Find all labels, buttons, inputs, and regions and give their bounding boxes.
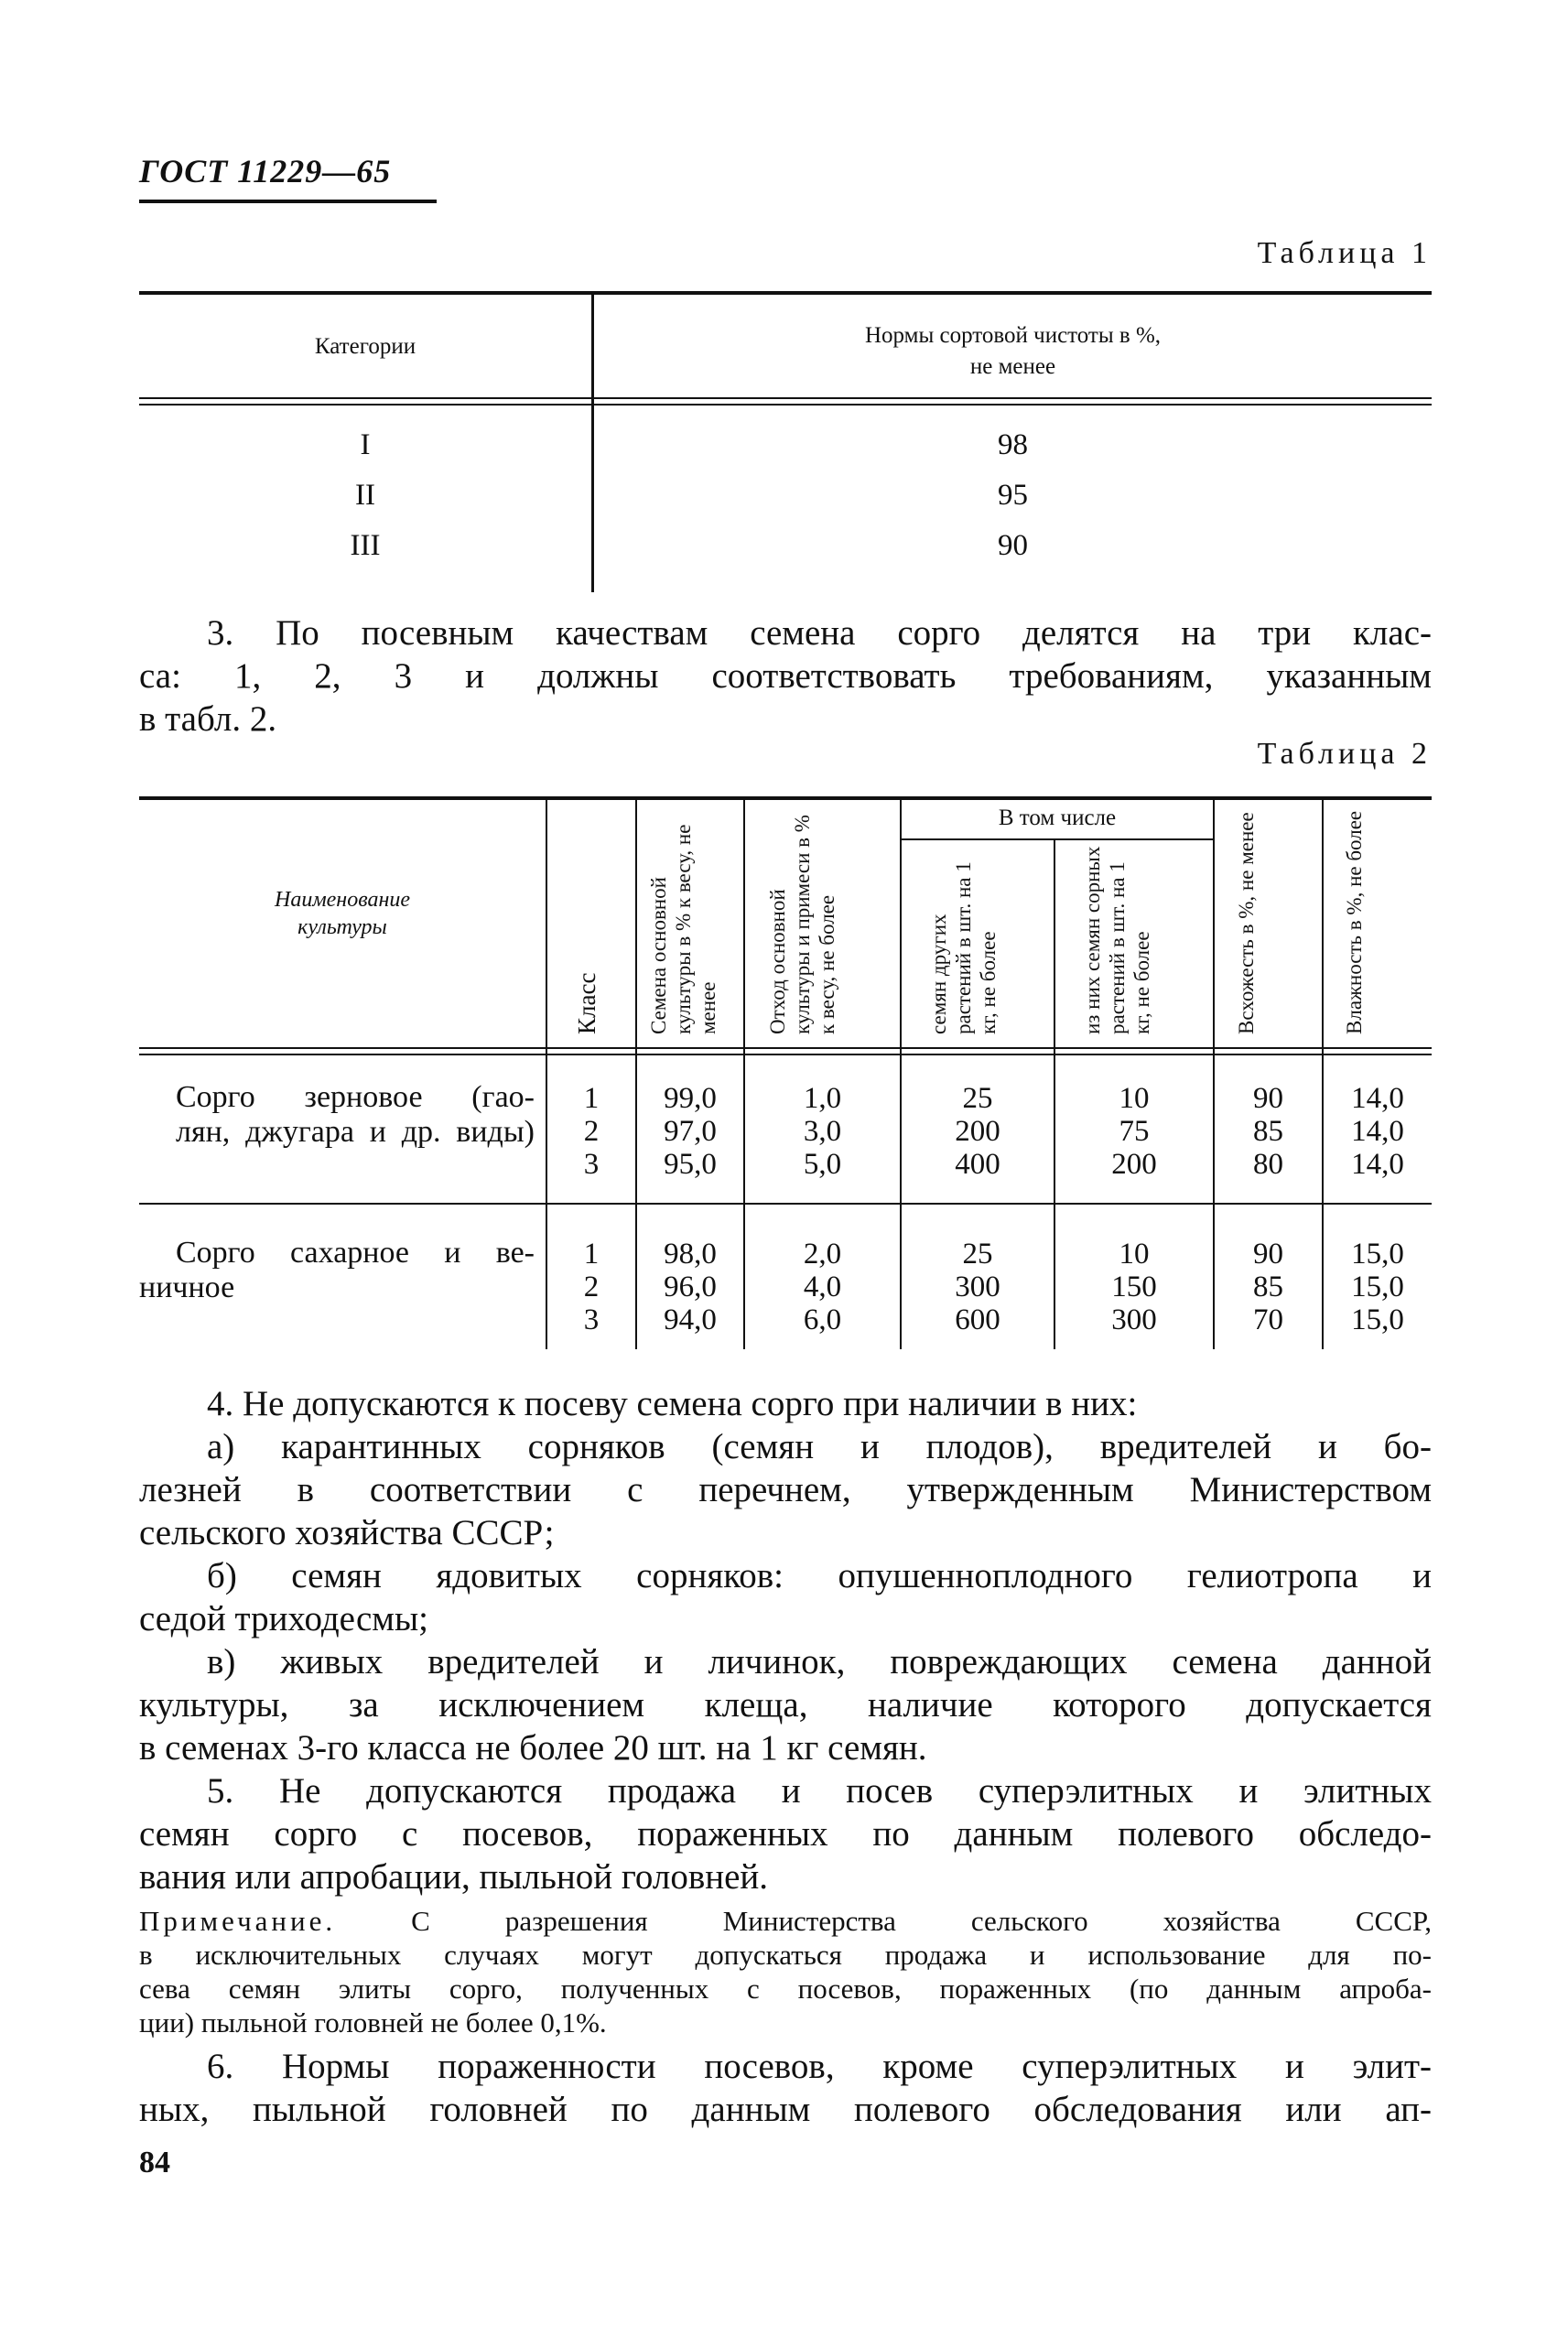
table2-cell: 2 [583,1115,600,1148]
table2-cell: 1 [583,1082,600,1115]
table2-cell: 80 [1253,1148,1283,1181]
paragraph-4-a-line2: лезней в соответствии с перечнем, утвержденным Министерством [139,1470,1432,1509]
table2-cell: 97,0 [664,1115,717,1148]
table1-header-norm-line1: Нормы сортовой чистоты в %, [864,323,1162,348]
table2-cell: 14,0 [1351,1115,1404,1148]
note-label: Примечание. [139,1905,337,1937]
table2-row-name [139,1236,535,1305]
table1-top-rule [139,291,1432,295]
table2-row-other-seeds [902,1238,1054,1336]
table1-header-rule [139,397,1432,399]
table1-header-norm-line2: не менее [969,354,1056,379]
paragraph-5-line3: вания или апробации, пыльной головней. [139,1857,769,1897]
paragraph-5 [139,1769,1432,1898]
table2-row-germination [1215,1082,1322,1181]
note-line1: С разрешения Министерства сельского хозяйства СССР, [411,1905,1432,1937]
paragraph-6-line1: 6. Нормы пораженности посевов, кроме суперэлитных и элит- [207,2047,1432,2086]
paragraph-5-line2: семян сорго с посевов, пораженных по данным полевого обследо- [139,1814,1432,1854]
table2-header-weed-seeds: из них семян сорных растений в шт. на 1 кг, не более [1081,846,1153,1034]
paragraph-4-a-line1: а) карантинных сорняков (семян и плодов), вредителей и бо- [207,1427,1432,1466]
table2-cell: 150 [1111,1271,1157,1303]
note-line4: ции) пыльной головней не более 0,1%. [139,2006,607,2038]
table2-cell: 90 [1253,1238,1283,1271]
table2-cell: 300 [955,1271,1000,1303]
table1-caption: Таблица 1 [1257,236,1432,270]
table2-cell: 90 [1253,1082,1283,1115]
table2-header-name-line2: культуры [297,915,387,939]
page-number: 84 [139,2146,170,2179]
table2-row-moisture [1324,1238,1432,1336]
table1-row-value: 95 [998,479,1028,512]
table2-row-name [176,1080,535,1150]
table1-row-value: 90 [998,529,1028,562]
table2-row-name-line1: Сорго сахарное и ве- [176,1236,535,1270]
table2-cell: 2,0 [803,1238,842,1271]
table2-cell: 95,0 [664,1148,717,1181]
table2-group-rule [902,838,1213,840]
paragraph-4-b-line2: седой триходесмы; [139,1599,428,1638]
table2-cell: 85 [1253,1115,1283,1148]
table2-row-moisture [1324,1082,1432,1181]
paragraph-6-line2: ных, пыльной головней по данным полевого обследования или ап- [139,2090,1432,2129]
table2-cell: 96,0 [664,1271,717,1303]
table2-cell: 10 [1119,1082,1150,1115]
table2-cell: 5,0 [803,1148,842,1181]
table2-header-other-seeds: семян других растений в шт. на 1 кг, не более [927,861,1000,1034]
table2-cell: 25 [962,1238,993,1271]
table1-header-norm [594,320,1432,383]
table2-cell: 25 [962,1082,993,1115]
table2-cell: 600 [955,1303,1000,1336]
table2-row-waste [745,1082,900,1181]
table1-row-category: I [360,428,371,461]
paragraph-3-line2: са: 1, 2, 3 и должны соответствовать требованиям, указанным [139,656,1432,696]
table2-cell: 2 [583,1271,600,1303]
paragraph-4-v-line3: в семенах 3-го класса не более 20 шт. на 1 кг семян. [139,1728,927,1768]
paragraph-4-intro: 4. Не допускаются к посеву семена сорго при наличии в них: [207,1384,1138,1423]
table2-cell: 85 [1253,1271,1283,1303]
table2-header-germination: Всхожесть в %, не менее [1235,812,1258,1034]
paragraph-4-v-line2: культуры, за исключением клеща, наличие которого допускается [139,1685,1432,1725]
table2-header-seeds-main: Семена основной культуры в % к весу, не менее [647,824,719,1034]
paragraph-4 [139,1382,1432,1769]
table2-caption: Таблица 2 [1257,737,1432,771]
table2-cell: 15,0 [1351,1238,1404,1271]
table2-cell: 14,0 [1351,1082,1404,1115]
table1-row-category: III [350,529,381,562]
note-line3: сева семян элиты сорго, полученных с посевов, пораженных (по данным апроба- [139,1973,1432,2005]
table2-top-rule [139,796,1432,800]
table2-header-class: Класс [573,972,600,1034]
paragraph-4-a-line3: сельского хозяйства СССР; [139,1513,555,1552]
table2-header-name [139,886,546,941]
paragraph-3 [139,611,1432,741]
table2-header-rule [139,1047,1432,1049]
table2-cell: 98,0 [664,1238,717,1271]
table2-header-group: В том числе [998,806,1117,830]
header-rule [139,200,437,203]
table2-row-germination [1215,1238,1322,1336]
table1-row-value: 98 [998,428,1028,461]
table2-row-weed-seeds [1055,1238,1213,1336]
table2-cell: 3 [583,1303,600,1336]
table2-cell: 1,0 [803,1082,842,1115]
paragraph-3-line3: в табл. 2. [139,699,277,739]
table2-row-waste [745,1238,900,1336]
table2-row-weed-seeds [1055,1082,1213,1181]
paragraph-6 [139,2045,1432,2131]
table2-cell: 1 [583,1238,600,1271]
paragraph-5-line1: 5. Не допускаются продажа и посев суперэлитных и элитных [207,1771,1432,1811]
table2-row-separator [139,1203,1432,1205]
table2-header-name-line1: Наименование [274,888,411,912]
table2-header-rule-double [139,1054,1432,1055]
table2-row-seeds-main [637,1082,743,1181]
paragraph-4-v-line1: в) живых вредителей и личинок, повреждающих семена данной [207,1642,1432,1682]
note [139,1904,1432,2039]
table2-row-classes [547,1082,635,1181]
table2-cell: 15,0 [1351,1271,1404,1303]
table2-cell: 94,0 [664,1303,717,1336]
table2-cell: 3,0 [803,1115,842,1148]
table2-cell: 14,0 [1351,1148,1404,1181]
table2-cell: 400 [955,1148,1000,1181]
table2-row-classes [547,1238,635,1336]
table2-cell: 70 [1253,1303,1283,1336]
table2-cell: 6,0 [803,1303,842,1336]
table2-cell: 75 [1119,1115,1150,1148]
table2-cell: 300 [1111,1303,1157,1336]
table1-header-rule-double [139,404,1432,406]
paragraph-3-line1: 3. По посевным качествам семена сорго делятся на три клас- [207,613,1432,653]
paragraph-4-b-line1: б) семян ядовитых сорняков: опушенноплодного гелиотропа и [207,1556,1432,1595]
table2-row-name-line2: лян, джугара и др. виды) [176,1115,535,1149]
table2-row-name-line1: Сорго зерновое (гао- [176,1080,535,1114]
table2-header-moisture: Влажность в %, не более [1343,810,1366,1034]
note-line2: в исключительных случаях могут допускаться продажа и использование для по- [139,1939,1432,1971]
table2-cell: 4,0 [803,1271,842,1303]
table2-row-seeds-main [637,1238,743,1336]
table2-row-name-line2: ничное [139,1271,235,1304]
table2-cell: 200 [1111,1148,1157,1181]
table2-cell: 10 [1119,1238,1150,1271]
table2-cell: 15,0 [1351,1303,1404,1336]
table2-cell: 99,0 [664,1082,717,1115]
table2-header-waste: Отход основной культуры и примеси в % к весу, не более [766,815,838,1034]
table1-row-category: II [355,479,375,512]
document-header: ГОСТ 11229—65 [139,153,392,189]
table1-header-category: Категории [314,334,416,359]
table2-row-other-seeds [902,1082,1054,1181]
table2-cell: 200 [955,1115,1000,1148]
table2-cell: 3 [583,1148,600,1181]
